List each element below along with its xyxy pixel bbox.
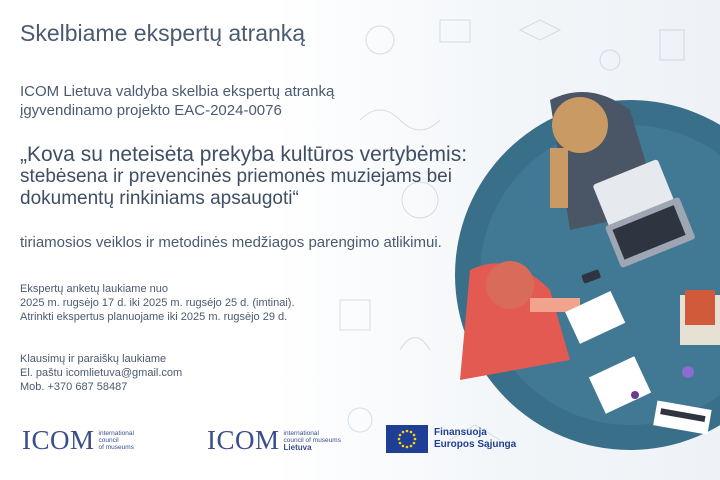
- purpose-text: tiriamosios veiklos ir metodinės medžiagos parengimo atlikimui.: [20, 234, 442, 251]
- project-name: [20, 144, 580, 210]
- icom-lietuva-logo: [207, 425, 341, 456]
- icom-lietuva-logo-sub: [284, 430, 341, 451]
- dates-line-1: Ekspertų anketų laukiame nuo: [20, 283, 168, 295]
- eu-funding-logo: [386, 425, 516, 453]
- icom-sub-2: council: [98, 437, 119, 444]
- icom-logo-word: ICOM: [22, 425, 95, 455]
- project-name-line-3: dokumentų rinkiniams apsaugoti“: [20, 188, 299, 209]
- eu-line-2: Europos Sąjunga: [434, 439, 517, 450]
- project-name-line-1: „Kova su neteisėta prekyba kultūros vertybėmis:: [20, 143, 468, 166]
- contacts-email: El. paštu icomlietuva@gmail.com: [20, 367, 183, 379]
- intro-line-1: ICOM Lietuva valdyba skelbia ekspertų atranką: [20, 83, 335, 100]
- dates-block: [20, 282, 295, 324]
- icom-sub-1: international: [98, 430, 134, 437]
- contacts-block: [20, 352, 182, 394]
- dates-line-3: Atrinkti ekspertus planuojame iki 2025 m. rugsėjo 29 d.: [20, 311, 288, 323]
- meeting-illustration: [430, 60, 720, 480]
- project-name-line-2: stebėsena ir prevencinės priemonės muziejams bei: [20, 166, 452, 187]
- contacts-line-1: Klausimų ir paraiškų laukiame: [20, 353, 167, 365]
- eu-line-1: Finansuoja: [434, 427, 487, 438]
- eu-funding-text: [434, 427, 516, 451]
- icom-international-logo: [22, 425, 134, 456]
- contacts-phone: Mob. +370 687 58487: [20, 381, 128, 393]
- page-title: Skelbiame ekspertų atranką: [20, 20, 306, 46]
- eu-flag-icon: [386, 425, 428, 453]
- intro-text: [20, 82, 334, 120]
- icom-lt-sub-2: council of museums: [283, 437, 341, 444]
- icom-lt-sub-1: international: [283, 430, 319, 437]
- icom-logo-sub: [99, 430, 134, 451]
- icom-lietuva-logo-word: ICOM: [207, 425, 280, 455]
- icom-sub-3: of museums: [98, 444, 134, 451]
- intro-line-2: įgyvendinamo projekto EAC-2024-0076: [20, 102, 282, 119]
- dates-line-2: 2025 m. rugsėjo 17 d. iki 2025 m. rugsėjo 25 d. (imtinai).: [20, 297, 295, 309]
- icom-lt-sub-3: Lietuva: [283, 443, 312, 452]
